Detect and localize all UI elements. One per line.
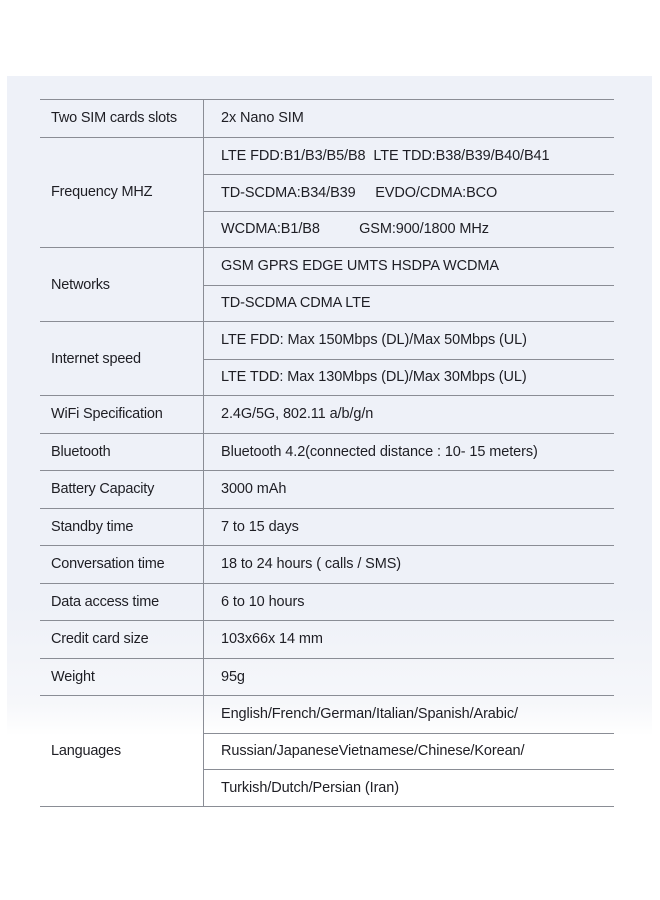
spec-value: TD-SCDMA:B34/B39 EVDO/CDMA:BCO	[204, 174, 614, 211]
spec-values	[204, 138, 614, 248]
spec-label: Credit card size	[40, 621, 204, 658]
spec-value: 18 to 24 hours ( calls / SMS)	[221, 556, 402, 573]
spec-label: Battery Capacity	[40, 471, 204, 508]
spec-label: WiFi Specification	[40, 396, 204, 433]
spec-row-wifi	[40, 396, 614, 434]
spec-label: Internet speed	[40, 322, 204, 395]
spec-label: Conversation time	[40, 546, 204, 583]
spec-values	[204, 509, 614, 546]
spec-label: Languages	[40, 696, 204, 806]
spec-table	[40, 99, 614, 807]
spec-row-standby	[40, 509, 614, 547]
spec-label: Standby time	[40, 509, 204, 546]
spec-value: English/French/German/Italian/Spanish/Arabic/	[221, 706, 518, 723]
spec-value: Russian/JapaneseVietnamese/Chinese/Korean/	[204, 733, 614, 770]
spec-value: TD-SCDMA CDMA LTE	[204, 285, 614, 322]
spec-value: 2.4G/5G, 802.11 a/b/g/n	[221, 406, 374, 423]
spec-row-networks	[40, 248, 614, 322]
spec-row-size	[40, 621, 614, 659]
spec-label: Two SIM cards slots	[40, 100, 204, 137]
spec-value: LTE FDD:B1/B3/B5/B8 LTE TDD:B38/B39/B40/B41	[221, 147, 550, 164]
spec-value: Turkish/Dutch/Persian (Iran)	[204, 769, 614, 806]
spec-label: Bluetooth	[40, 434, 204, 471]
spec-value: WCDMA:B1/B8 GSM:900/1800 MHz	[204, 211, 614, 248]
spec-label: Networks	[40, 248, 204, 321]
spec-label: Frequency MHZ	[40, 138, 204, 248]
spec-value: LTE FDD: Max 150Mbps (DL)/Max 50Mbps (UL)	[221, 332, 527, 349]
spec-values	[204, 621, 614, 658]
spec-values	[204, 584, 614, 621]
spec-row-frequency	[40, 138, 614, 249]
spec-values	[204, 322, 614, 395]
spec-values	[204, 546, 614, 583]
spec-row-internet-speed	[40, 322, 614, 396]
spec-label: Data access time	[40, 584, 204, 621]
spec-label: Weight	[40, 659, 204, 696]
spec-row-languages	[40, 696, 614, 807]
spec-values	[204, 100, 614, 137]
spec-values	[204, 248, 614, 321]
spec-value: 6 to 10 hours	[221, 593, 305, 610]
spec-row-data-access	[40, 584, 614, 622]
spec-value: 2x Nano SIM	[221, 110, 304, 127]
spec-row-battery	[40, 471, 614, 509]
spec-row-bluetooth	[40, 434, 614, 472]
spec-value: LTE TDD: Max 130Mbps (DL)/Max 30Mbps (UL)	[204, 359, 614, 396]
spec-value: 3000 mAh	[221, 481, 287, 498]
spec-row-sim-slots	[40, 100, 614, 138]
spec-value: GSM GPRS EDGE UMTS HSDPA WCDMA	[221, 258, 499, 275]
spec-values	[204, 471, 614, 508]
spec-value: 103x66x 14 mm	[221, 631, 323, 648]
spec-values	[204, 434, 614, 471]
spec-value: 7 to 15 days	[221, 518, 299, 535]
spec-value: 95g	[221, 668, 245, 685]
spec-values	[204, 659, 614, 696]
spec-values	[204, 396, 614, 433]
spec-row-weight	[40, 659, 614, 697]
spec-row-conversation	[40, 546, 614, 584]
spec-value: Bluetooth 4.2(connected distance : 10- 15 meters)	[221, 443, 538, 460]
spec-values	[204, 696, 614, 806]
